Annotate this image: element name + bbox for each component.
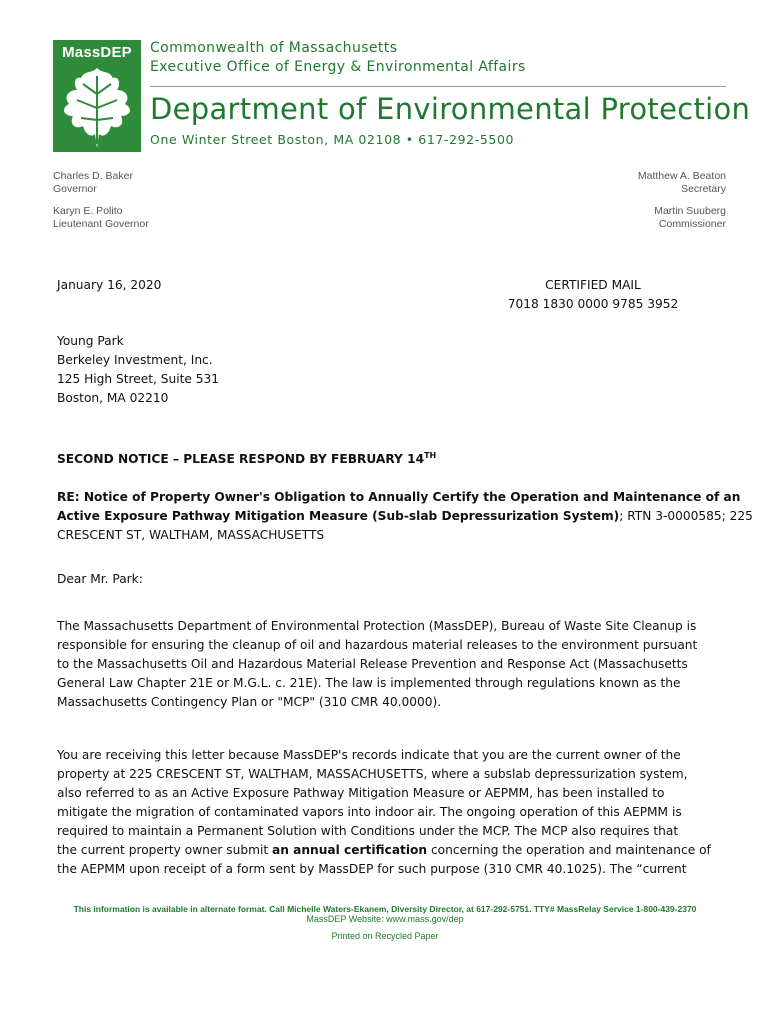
notice-text: SECOND NOTICE – PLEASE RESPOND BY FEBRUARY 14 xyxy=(57,452,425,467)
official-secretary xyxy=(638,170,726,196)
paragraph-line: required to maintain a Permanent Solution with Conditions under the MCP. The MCP also requires that xyxy=(57,824,679,838)
department-title: Department of Environmental Protection xyxy=(150,92,751,126)
massdep-logo xyxy=(53,40,141,152)
certified-mail-number: 7018 1830 0000 9785 3952 xyxy=(507,297,679,311)
paragraph-line xyxy=(57,841,711,860)
official-lt-governor xyxy=(53,205,149,231)
official-title: Lieutenant Governor xyxy=(53,218,149,230)
paragraph-line: mitigate the migration of contaminated vapors into indoor air. The ongoing operation of this AEPMM is xyxy=(57,805,682,819)
recipient-line: 125 High Street, Suite 531 xyxy=(57,372,220,386)
recipient-line: Berkeley Investment, Inc. xyxy=(57,353,213,367)
footer-alternate-format: This information is available in alternate format. Call Michelle Waters-Ekanem, Diversity Director, at 617-292-5751. TTY# MassRelay Service 1-800-439-2370 xyxy=(73,904,697,914)
notice-superscript: TH xyxy=(424,451,437,460)
line-post: concerning the operation and maintenance of xyxy=(427,843,711,857)
paragraph-line: responsible for ensuring the cleanup of oil and hazardous material releases to the environment pursuant xyxy=(57,638,698,652)
paragraph-line: property at 225 CRESCENT ST, WALTHAM, MASSACHUSETTS, where a subslab depressurization system, xyxy=(57,767,688,781)
commonwealth-heading: Commonwealth of Massachusetts xyxy=(150,40,398,56)
official-name: Karyn E. Polito xyxy=(53,205,123,217)
paragraph-2 xyxy=(57,746,711,879)
official-name: Martin Suuberg xyxy=(654,205,726,217)
logo-text: MassDEP xyxy=(62,44,132,61)
certified-mail-label: CERTIFIED MAIL xyxy=(545,278,641,292)
oak-leaf-icon xyxy=(57,64,137,150)
official-name: Charles D. Baker xyxy=(53,170,133,182)
second-notice xyxy=(57,446,436,469)
paragraph-line: also referred to as an Active Exposure Pathway Mitigation Measure or AEPMM, has been installed to xyxy=(57,786,665,800)
paragraph-1 xyxy=(57,617,697,712)
re-subject xyxy=(57,488,753,545)
re-line-bold: Active Exposure Pathway Mitigation Measure (Sub-slab Depressurization System) xyxy=(57,509,620,523)
paragraph-line: You are receiving this letter because MassDEP's records indicate that you are the current owner of the xyxy=(57,748,681,762)
line-pre: the current property owner submit xyxy=(57,843,273,857)
official-governor xyxy=(53,170,133,196)
footer-recycled-paper: Printed on Recycled Paper xyxy=(331,931,439,941)
salutation: Dear Mr. Park: xyxy=(57,572,143,586)
certified-mail-block xyxy=(480,276,706,314)
recipient-address xyxy=(57,332,219,408)
header-divider xyxy=(150,86,726,87)
recipient-line: Young Park xyxy=(57,334,124,348)
executive-office-heading: Executive Office of Energy & Environmental Affairs xyxy=(150,59,526,75)
re-line: CRESCENT ST, WALTHAM, MASSACHUSETTS xyxy=(57,528,325,542)
paragraph-line: the AEPMM upon receipt of a form sent by MassDEP for such purpose (310 CMR 40.1025). The “current xyxy=(57,862,687,876)
official-title: Governor xyxy=(53,183,97,195)
re-line: RE: Notice of Property Owner's Obligation to Annually Certify the Operation and Maintenance of an xyxy=(57,490,741,504)
re-line-rest: ; RTN 3-0000585; 225 xyxy=(619,509,753,523)
paragraph-line: to the Massachusetts Oil and Hazardous Material Release Prevention and Response Act (Massachusetts xyxy=(57,657,688,671)
department-address: One Winter Street Boston, MA 02108 • 617-292-5500 xyxy=(150,132,515,147)
official-title: Secretary xyxy=(681,183,726,195)
official-commissioner xyxy=(654,205,726,231)
paragraph-line: General Law Chapter 21E or M.G.L. c. 21E). The law is implemented through regulations known as the xyxy=(57,676,681,690)
line-bold: an annual certification xyxy=(272,843,428,857)
official-name: Matthew A. Beaton xyxy=(637,170,726,182)
paragraph-line: The Massachusetts Department of Environmental Protection (MassDEP), Bureau of Waste Site Cleanup is xyxy=(57,619,697,633)
recipient-line: Boston, MA 02210 xyxy=(57,391,169,405)
paragraph-line: Massachusetts Contingency Plan or "MCP" (310 CMR 40.0000). xyxy=(57,695,442,709)
footer-website: MassDEP Website: www.mass.gov/dep xyxy=(306,914,464,924)
re-line xyxy=(57,507,753,526)
letter-date: January 16, 2020 xyxy=(57,278,162,292)
official-title: Commissioner xyxy=(658,218,726,230)
